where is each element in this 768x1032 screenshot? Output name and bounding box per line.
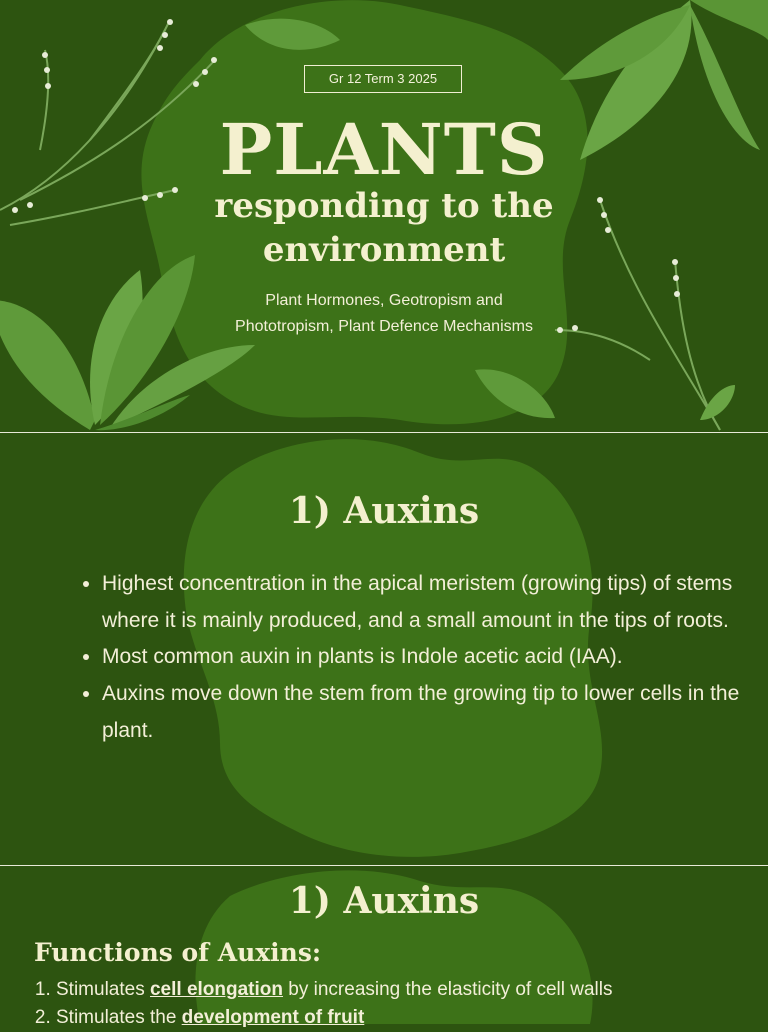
title-slide <box>0 0 768 432</box>
topics-description: Plant Hormones, Geotropism and Phototropism, Plant Defence Mechanisms <box>235 292 533 335</box>
grade-term-badge: Gr 12 Term 3 2025 <box>304 65 462 93</box>
functions-title: Functions of Auxins: <box>34 938 322 967</box>
key-term: cell elongation <box>149 979 284 1000</box>
list-item: 1. Stimulates cell elongation by increasing the elasticity of cell walls <box>56 976 768 1004</box>
auxins-bullet-list <box>78 566 742 750</box>
list-item: 2. Stimulates the development of fruit <box>56 1004 768 1032</box>
auxins-heading: 1) Auxins <box>288 490 480 532</box>
page-subtitle: responding to the environment <box>214 186 554 270</box>
list-item: • Highest concentration in the apical meristem (growing tips) of stems where it is mainly produced, and a small amount in the tips of roots. <box>102 566 742 639</box>
auxins-heading-2: 1) Auxins <box>288 880 480 922</box>
list-item: • Most common auxin in plants is Indole acetic acid (IAA). <box>102 639 742 676</box>
list-item: • Auxins move down the stem from the growing tip to lower cells in the plant. <box>102 676 742 749</box>
key-term: development of fruit <box>181 1007 365 1028</box>
page-title: PLANTS <box>219 108 549 191</box>
